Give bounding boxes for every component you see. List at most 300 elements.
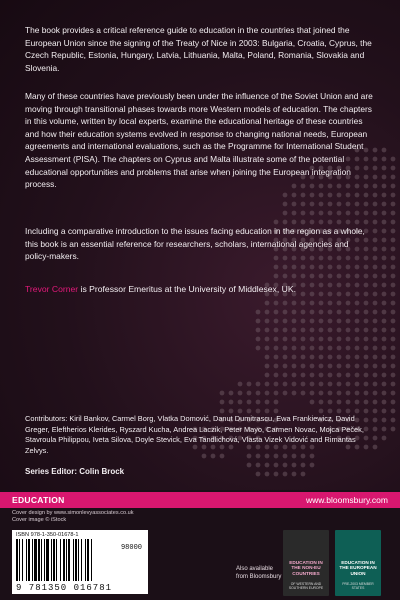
map-dot	[355, 382, 360, 387]
map-dot	[256, 319, 261, 324]
map-dot	[391, 256, 396, 261]
map-dot	[373, 328, 378, 333]
author-bio	[25, 283, 375, 296]
map-dot	[328, 391, 333, 396]
map-dot	[301, 328, 306, 333]
map-dot	[283, 265, 288, 270]
map-dot	[337, 391, 342, 396]
map-dot	[292, 391, 297, 396]
map-dot	[256, 409, 261, 414]
barcode-bar	[28, 539, 30, 581]
isbn-digits: 9 781350 016781	[16, 583, 113, 593]
map-dot	[382, 175, 387, 180]
map-dot	[364, 274, 369, 279]
map-dot	[220, 400, 225, 405]
cover-design-credit: Cover design by www.simonlevyassociates.co.uk	[12, 510, 134, 516]
barcode-bar	[56, 539, 57, 581]
map-dot	[310, 400, 315, 405]
barcode-bar	[85, 539, 86, 581]
map-dot	[283, 274, 288, 279]
barcode-bar	[44, 539, 45, 581]
price-code: 98000	[120, 544, 142, 552]
map-dot	[265, 328, 270, 333]
map-dot	[274, 409, 279, 414]
barcode-bar	[63, 539, 65, 581]
related-book-subtitle-2: PRE-2003 MEMBER STATES	[342, 582, 374, 590]
map-dot	[301, 211, 306, 216]
map-dot	[319, 220, 324, 225]
map-dot	[301, 382, 306, 387]
map-dot	[301, 346, 306, 351]
map-dot	[346, 400, 351, 405]
map-dot	[382, 247, 387, 252]
map-dot	[355, 373, 360, 378]
map-dot	[265, 319, 270, 324]
map-dot	[391, 400, 396, 405]
map-dot	[373, 346, 378, 351]
map-dot	[364, 400, 369, 405]
map-dot	[346, 346, 351, 351]
map-dot	[256, 337, 261, 342]
barcode-bar	[38, 539, 40, 581]
map-dot	[346, 409, 351, 414]
map-dot	[391, 211, 396, 216]
map-dot	[391, 373, 396, 378]
map-dot	[346, 328, 351, 333]
subject-band	[0, 492, 400, 508]
map-dot	[319, 364, 324, 369]
map-dot	[373, 220, 378, 225]
cover-credits	[12, 510, 134, 524]
map-dot	[256, 391, 261, 396]
map-dot	[319, 409, 324, 414]
map-dot	[391, 409, 396, 414]
map-dot	[346, 337, 351, 342]
map-dot	[310, 373, 315, 378]
blurb-paragraph-3	[25, 225, 375, 263]
map-dot	[220, 409, 225, 414]
map-dot	[382, 301, 387, 306]
map-dot	[265, 346, 270, 351]
map-dot	[373, 355, 378, 360]
map-dot	[310, 337, 315, 342]
map-dot	[328, 409, 333, 414]
map-dot	[346, 211, 351, 216]
map-dot	[328, 211, 333, 216]
map-dot	[382, 382, 387, 387]
map-dot	[301, 355, 306, 360]
map-dot	[328, 364, 333, 369]
map-dot	[391, 175, 396, 180]
barcode-bar	[53, 539, 55, 581]
map-dot	[391, 292, 396, 297]
map-dot	[319, 319, 324, 324]
map-dot	[391, 328, 396, 333]
map-dot	[346, 382, 351, 387]
map-dot	[265, 391, 270, 396]
related-book-title-2: EDUCATION IN THE EUROPEAN UNION	[339, 560, 377, 576]
map-dot	[229, 409, 234, 414]
map-dot	[319, 265, 324, 270]
map-dot	[355, 337, 360, 342]
map-dot	[373, 373, 378, 378]
map-dot	[364, 337, 369, 342]
map-dot	[391, 391, 396, 396]
barcode-bar	[78, 539, 79, 581]
contributors-text: Contributors: Kiril Bankov, Carmel Borg, Vlatka Domović, Danut Dumitrascu, Ewa Frankiewicz, David Greger, Eleftherios Klerides, Ryszard Kucha, Andrea Laczik, Peter Mayo, Carmen Novac, Mojca Peček, Stavroula Philippou, Iveta Silova, Doyle Stevick, Eva Tandlichová, Vlasta Vizek Vidović and Rimantas Zelvys.	[25, 414, 364, 455]
map-dot	[319, 193, 324, 198]
map-dot	[364, 301, 369, 306]
map-dot	[346, 301, 351, 306]
map-dot	[310, 220, 315, 225]
publisher-website: www.bloomsbury.com	[305, 495, 388, 505]
map-dot	[274, 400, 279, 405]
map-dot	[292, 310, 297, 315]
map-dot	[319, 328, 324, 333]
map-dot	[292, 193, 297, 198]
map-dot	[373, 211, 378, 216]
map-dot	[382, 409, 387, 414]
map-dot	[229, 400, 234, 405]
map-dot	[274, 346, 279, 351]
map-dot	[391, 166, 396, 171]
map-dot	[292, 346, 297, 351]
map-dot	[337, 328, 342, 333]
barcode-bar	[66, 539, 67, 581]
map-dot	[283, 382, 288, 387]
map-dot	[256, 328, 261, 333]
map-dot	[328, 319, 333, 324]
map-dot	[355, 202, 360, 207]
map-dot	[355, 355, 360, 360]
map-dot	[382, 283, 387, 288]
map-dot	[382, 328, 387, 333]
barcode-bar	[60, 539, 61, 581]
map-dot	[364, 355, 369, 360]
map-dot	[346, 193, 351, 198]
map-dot	[328, 382, 333, 387]
map-dot	[319, 337, 324, 342]
contributors-list	[25, 414, 375, 456]
map-dot	[346, 319, 351, 324]
map-dot	[391, 310, 396, 315]
map-dot	[337, 265, 342, 270]
barcode-bar	[46, 539, 49, 581]
map-dot	[382, 355, 387, 360]
map-dot	[337, 337, 342, 342]
map-dot	[292, 220, 297, 225]
barcode-bars	[16, 539, 108, 581]
map-dot	[238, 409, 243, 414]
barcode-bar	[26, 539, 27, 581]
map-dot	[391, 364, 396, 369]
barcode-bar	[19, 539, 20, 581]
map-dot	[373, 337, 378, 342]
map-dot	[319, 346, 324, 351]
map-dot	[382, 220, 387, 225]
map-dot	[346, 265, 351, 270]
map-dot	[220, 391, 225, 396]
map-dot	[274, 355, 279, 360]
map-dot	[265, 310, 270, 315]
map-dot	[382, 193, 387, 198]
map-dot	[328, 355, 333, 360]
map-dot	[391, 418, 396, 423]
map-dot	[328, 265, 333, 270]
map-dot	[265, 301, 270, 306]
map-dot	[355, 211, 360, 216]
map-dot	[337, 274, 342, 279]
map-dot	[301, 310, 306, 315]
map-dot	[382, 310, 387, 315]
blurb-paragraph-2	[25, 90, 375, 191]
map-dot	[355, 346, 360, 351]
map-dot	[301, 364, 306, 369]
barcode-bar	[68, 539, 70, 581]
map-dot	[328, 328, 333, 333]
blurb-text-1: The book provides a critical reference guide to education in the countries that joined the European Union since the signing of the Treaty of Nice in 2003: Bulgaria, Croatia, Cyprus, the Czech Republic, Estonia, Hungary, Latvia, Lithuania, Malta, Poland, Romania, Slovakia and Slovenia.	[25, 25, 372, 73]
map-dot	[328, 373, 333, 378]
map-dot	[355, 301, 360, 306]
map-dot	[265, 337, 270, 342]
map-dot	[283, 373, 288, 378]
barcode-bar	[75, 539, 77, 581]
map-dot	[328, 346, 333, 351]
map-dot	[319, 301, 324, 306]
map-dot	[382, 319, 387, 324]
map-dot	[238, 391, 243, 396]
map-dot	[310, 202, 315, 207]
cover-image-credit: Cover image © iStock	[12, 517, 67, 524]
map-dot	[283, 328, 288, 333]
subject-label: EDUCATION	[12, 495, 65, 505]
map-dot	[319, 211, 324, 216]
map-dot	[310, 328, 315, 333]
map-dot	[265, 355, 270, 360]
map-dot	[391, 382, 396, 387]
map-dot	[391, 283, 396, 288]
barcode-bar	[87, 539, 89, 581]
map-dot	[355, 364, 360, 369]
map-dot	[346, 310, 351, 315]
map-dot	[391, 157, 396, 162]
map-dot	[301, 202, 306, 207]
map-dot	[256, 382, 261, 387]
map-dot	[364, 364, 369, 369]
map-dot	[391, 220, 396, 225]
map-dot	[391, 184, 396, 189]
map-dot	[337, 409, 342, 414]
map-dot	[274, 274, 279, 279]
map-dot	[391, 274, 396, 279]
map-dot	[265, 382, 270, 387]
map-dot	[256, 310, 261, 315]
map-dot	[301, 220, 306, 225]
series-editor-text: Series Editor: Colin Brock	[25, 467, 125, 476]
map-dot	[301, 391, 306, 396]
barcode-bar	[22, 539, 23, 581]
map-dot	[319, 202, 324, 207]
map-dot	[301, 274, 306, 279]
map-dot	[292, 301, 297, 306]
map-dot	[292, 373, 297, 378]
map-dot	[373, 391, 378, 396]
also-available-line-1: Also available	[236, 566, 274, 572]
map-dot	[256, 346, 261, 351]
map-dot	[310, 193, 315, 198]
map-dot	[328, 220, 333, 225]
map-dot	[355, 400, 360, 405]
map-dot	[328, 202, 333, 207]
map-dot	[265, 409, 270, 414]
map-dot	[283, 193, 288, 198]
map-dot	[247, 391, 252, 396]
map-dot	[382, 346, 387, 351]
map-dot	[355, 391, 360, 396]
map-dot	[265, 400, 270, 405]
map-dot	[391, 346, 396, 351]
map-dot	[364, 391, 369, 396]
map-dot	[283, 220, 288, 225]
map-dot	[382, 148, 387, 153]
map-dot	[310, 382, 315, 387]
map-dot	[256, 400, 261, 405]
map-dot	[292, 211, 297, 216]
map-dot	[346, 391, 351, 396]
map-dot	[382, 166, 387, 171]
map-dot	[319, 355, 324, 360]
author-name: Trevor Corner	[25, 284, 79, 294]
map-dot	[364, 193, 369, 198]
related-book-cover-2	[335, 530, 381, 596]
map-dot	[382, 337, 387, 342]
map-dot	[337, 193, 342, 198]
barcode-bar	[41, 539, 42, 581]
map-dot	[373, 265, 378, 270]
map-dot	[274, 301, 279, 306]
map-dot	[274, 373, 279, 378]
map-dot	[355, 274, 360, 279]
map-dot	[391, 427, 396, 432]
map-dot	[373, 364, 378, 369]
map-dot	[247, 400, 252, 405]
map-dot	[274, 337, 279, 342]
map-dot	[382, 391, 387, 396]
map-dot	[247, 382, 252, 387]
map-dot	[292, 202, 297, 207]
map-dot	[337, 364, 342, 369]
map-dot	[328, 274, 333, 279]
map-dot	[301, 373, 306, 378]
map-dot	[391, 238, 396, 243]
map-dot	[364, 211, 369, 216]
map-dot	[292, 319, 297, 324]
map-dot	[346, 373, 351, 378]
map-dot	[274, 391, 279, 396]
map-dot	[391, 319, 396, 324]
map-dot	[373, 400, 378, 405]
map-dot	[382, 202, 387, 207]
map-dot	[337, 211, 342, 216]
map-dot	[382, 211, 387, 216]
map-dot	[382, 400, 387, 405]
bottom-section	[0, 508, 400, 600]
barcode-bar	[81, 539, 82, 581]
barcode-bar	[51, 539, 52, 581]
also-available-line-2: from Bloomsbury	[236, 573, 282, 580]
map-dot	[319, 274, 324, 279]
map-dot	[283, 211, 288, 216]
map-dot	[310, 346, 315, 351]
map-dot	[283, 310, 288, 315]
map-dot	[382, 274, 387, 279]
map-dot	[373, 193, 378, 198]
map-dot	[283, 346, 288, 351]
map-dot	[319, 373, 324, 378]
map-dot	[310, 211, 315, 216]
map-dot	[274, 265, 279, 270]
map-dot	[292, 274, 297, 279]
map-dot	[364, 220, 369, 225]
map-dot	[391, 355, 396, 360]
map-dot	[364, 202, 369, 207]
barcode-bar	[34, 539, 37, 581]
map-dot	[292, 265, 297, 270]
map-dot	[391, 193, 396, 198]
map-dot	[364, 373, 369, 378]
author-bio-text: is Professor Emeritus at the University of Middlesex, UK.	[78, 284, 296, 294]
map-dot	[274, 364, 279, 369]
map-dot	[355, 409, 360, 414]
map-dot	[382, 418, 387, 423]
map-dot	[337, 301, 342, 306]
map-dot	[391, 301, 396, 306]
map-dot	[328, 337, 333, 342]
map-dot	[283, 301, 288, 306]
map-dot	[346, 220, 351, 225]
map-dot	[310, 265, 315, 270]
map-dot	[373, 319, 378, 324]
isbn-barcode	[12, 530, 148, 594]
barcode-bar	[32, 539, 33, 581]
map-dot	[382, 373, 387, 378]
map-dot	[274, 319, 279, 324]
map-dot	[301, 337, 306, 342]
map-dot	[337, 382, 342, 387]
map-dot	[391, 337, 396, 342]
map-dot	[328, 301, 333, 306]
map-dot	[238, 400, 243, 405]
map-dot	[382, 256, 387, 261]
map-dot	[283, 319, 288, 324]
map-dot	[337, 346, 342, 351]
map-dot	[391, 247, 396, 252]
map-dot	[283, 364, 288, 369]
map-dot	[391, 265, 396, 270]
map-dot	[283, 391, 288, 396]
map-dot	[265, 373, 270, 378]
map-dot	[382, 436, 387, 441]
map-dot	[283, 337, 288, 342]
map-dot	[319, 382, 324, 387]
map-dot	[337, 400, 342, 405]
map-dot	[364, 409, 369, 414]
map-dot	[382, 184, 387, 189]
map-dot	[364, 265, 369, 270]
related-book-title-1: EDUCATION IN THE NON-EU COUNTRIES	[289, 560, 323, 576]
blurb-text-2: Many of these countries have previously been under the influence of the Soviet Union and are moving through transitional phases towards more Western models of education. The chapters in this volume, written by local experts, examine the educational heritage of these countries and how their education systems evolved in response to changing national needs, European agreements and international evaluations, such as the Programme for International Student Assessment (PISA). The chapters on Cyprus and Malta illustrate some of the potential educational opportunities and problems that arise when joining the European integration process.	[25, 91, 373, 190]
map-dot	[337, 373, 342, 378]
